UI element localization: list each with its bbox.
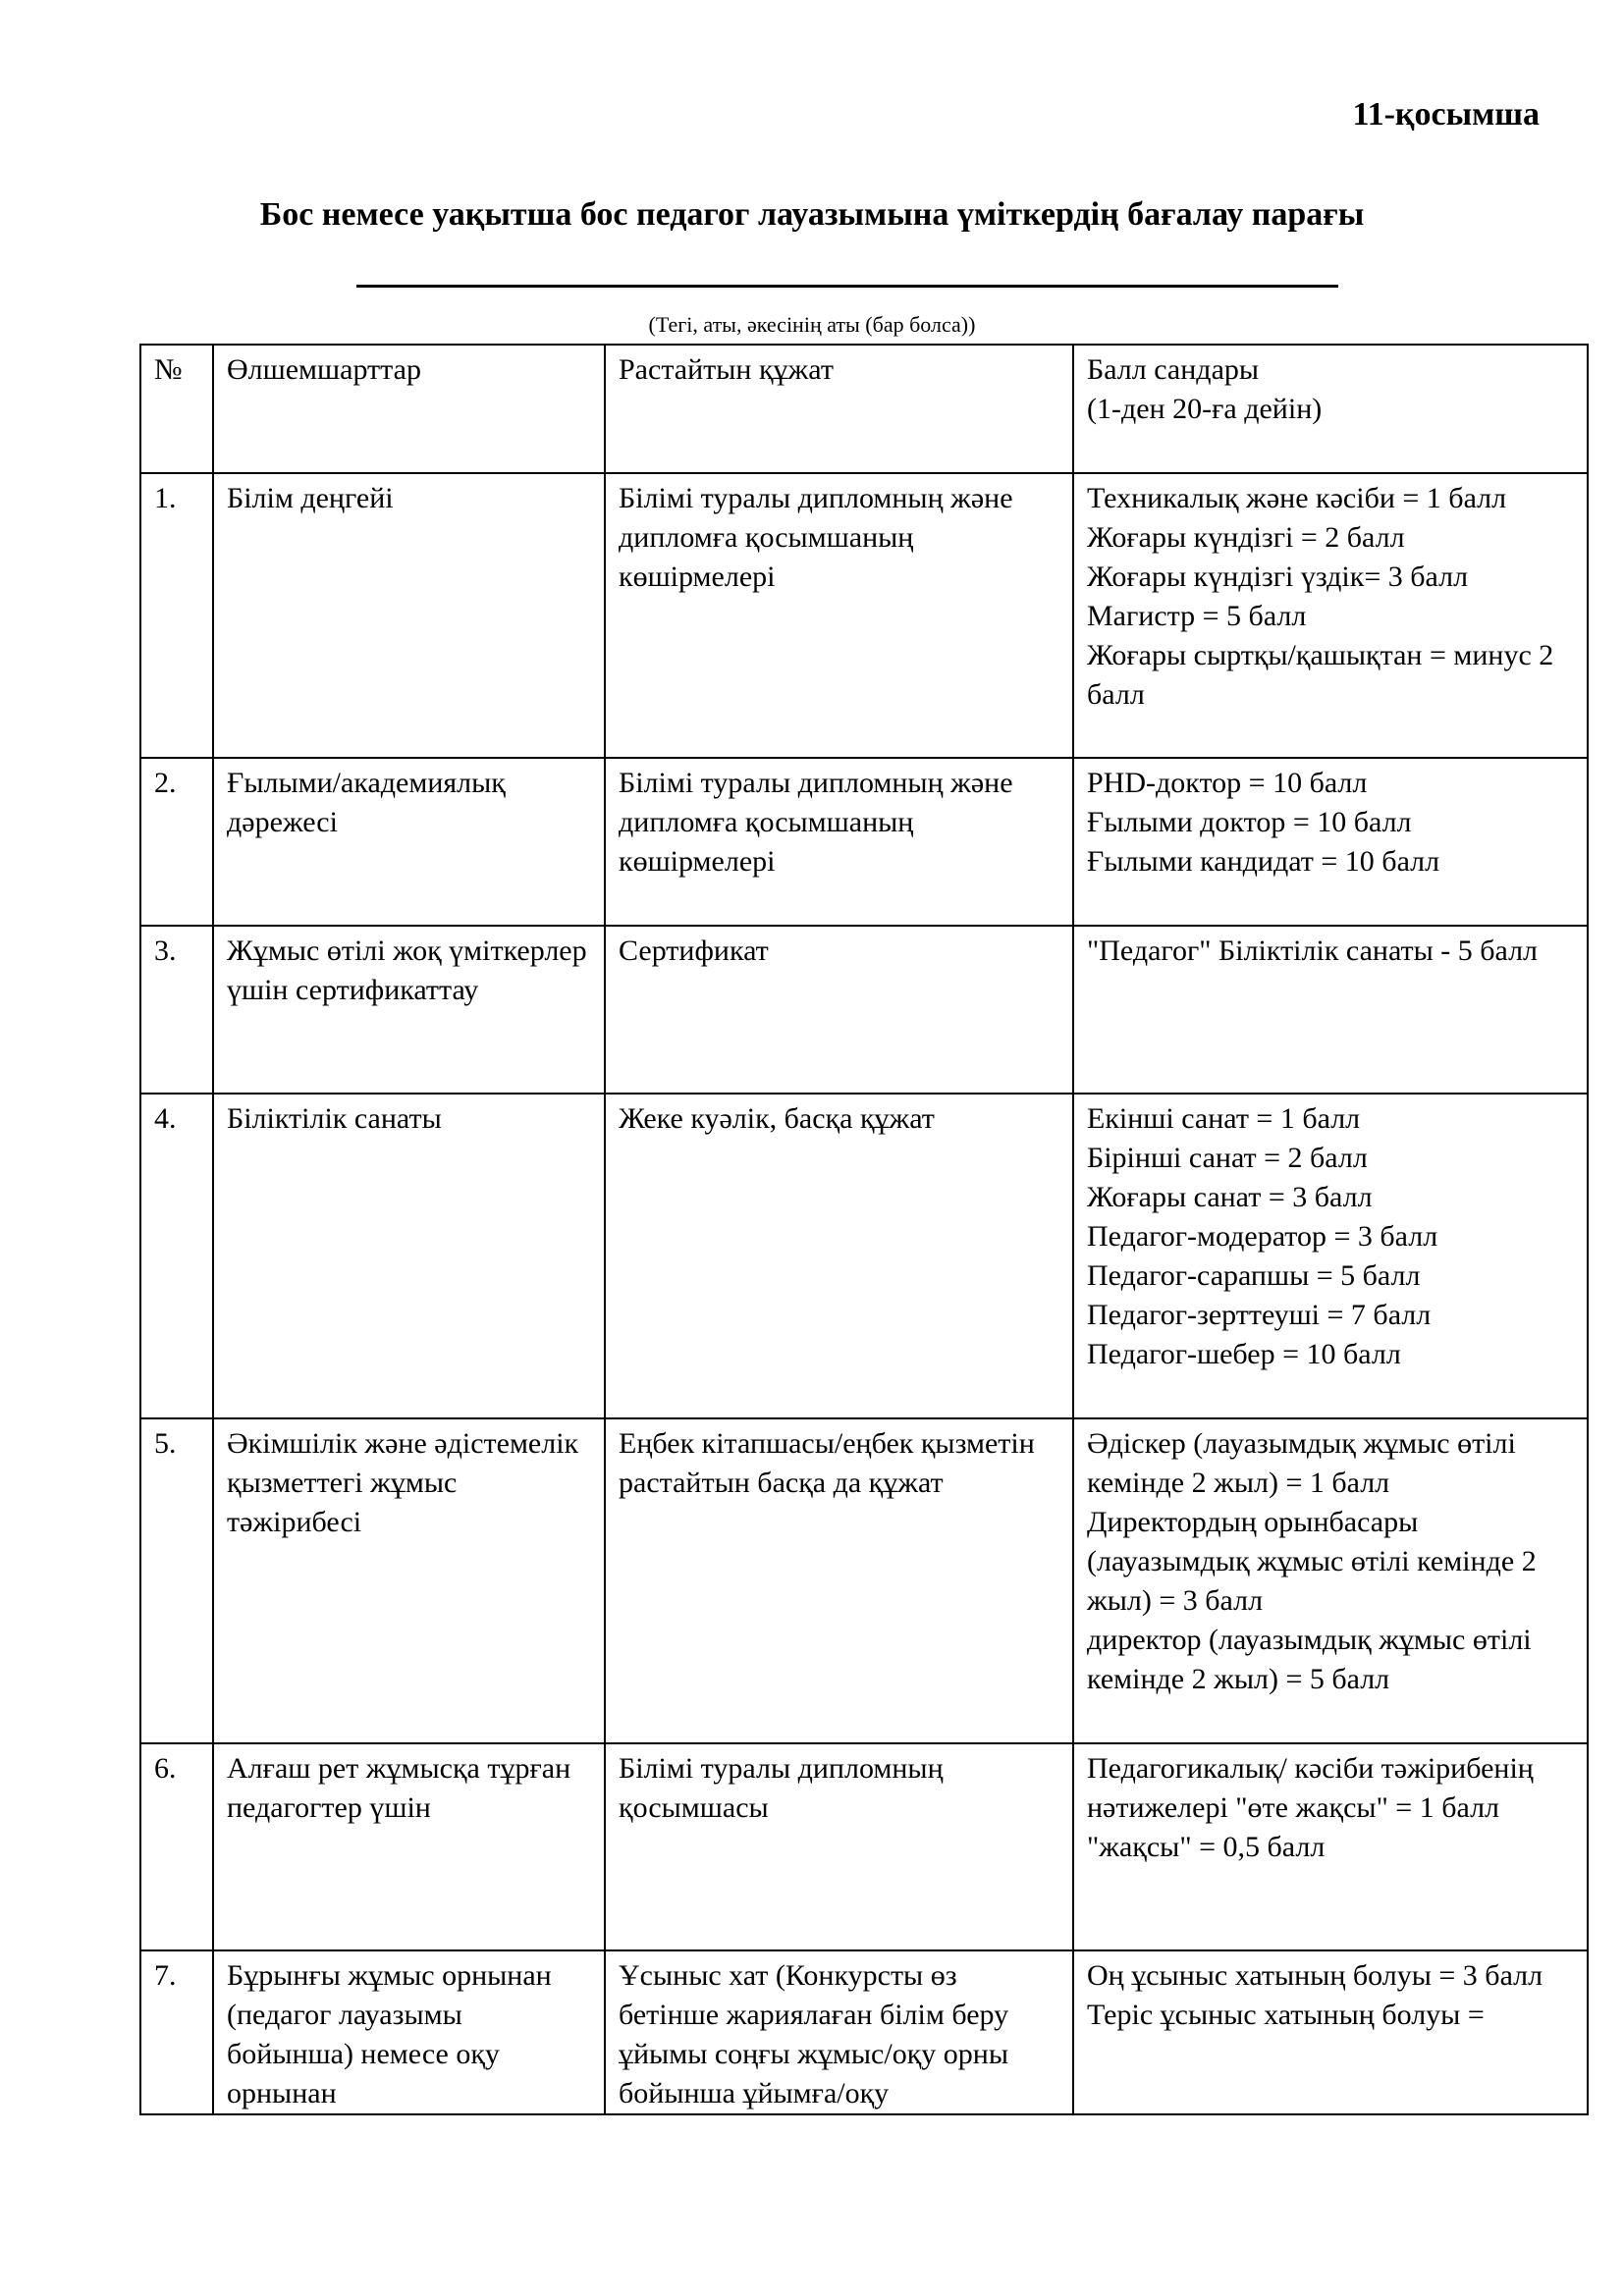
row-no: 7. [140,1950,213,2114]
table-row [140,473,1588,758]
row-criteria: Білім деңгейі [213,473,605,758]
header-criteria: Өлшемшарттар [213,345,605,473]
row-points: Техникалық және кәсіби = 1 балл Жоғары күндізгі = 2 балл Жоғары күндізгі үздік= 3 балл Магистр = 5 балл Жоғары сыртқы/қашықтан = минус 2 балл [1073,473,1588,758]
appendix-label: 11-қосымша [1352,96,1540,133]
table-header-row [140,345,1588,473]
row-no: 3. [140,926,213,1094]
row-points: Педагогикалық/ кәсіби тәжірибенің нәтижелері "өте жақсы" = 1 балл "жақсы" = 0,5 балл [1073,1743,1588,1950]
row-document: Сертификат [605,926,1073,1094]
table-row [140,1950,1588,2114]
row-document: Білімі туралы дипломның және дипломға қосымшаның көшірмелері [605,758,1073,926]
row-criteria: Әкімшілік және әдістемелік қызметтегі жұмыс тәжірибесі [213,1418,605,1743]
row-criteria: Жұмыс өтілі жоқ үміткерлер үшін сертификаттау [213,926,605,1094]
document-title: Бос немесе уақытша бос педагог лауазымына үміткердің бағалау парағы [259,196,1365,233]
table-row [140,1094,1588,1418]
name-fill-line [356,285,1338,288]
table-row [140,926,1588,1094]
row-criteria: Ғылыми/академиялық дәрежесі [213,758,605,926]
row-no: 4. [140,1094,213,1418]
row-criteria: Алғаш рет жұмысқа тұрған педагогтер үшін [213,1743,605,1950]
row-document: Ұсыныс хат (Конкурсты өз бетінше жариялаған білім беру ұйымы соңғы жұмыс/оқу орны бойынша ұйымға/оқу [605,1950,1073,2114]
header-no: № [140,345,213,473]
header-points: Балл сандары (1-ден 20-ға дейін) [1073,345,1588,473]
row-criteria: Бұрынғы жұмыс орнынан (педагог лауазымы бойынша) немесе оқу орнынан [213,1950,605,2114]
table-row [140,758,1588,926]
row-points: PHD-доктор = 10 балл Ғылыми доктор = 10 балл Ғылыми кандидат = 10 балл [1073,758,1588,926]
row-document: Білімі туралы дипломның қосымшасы [605,1743,1073,1950]
row-no: 1. [140,473,213,758]
table-row [140,1418,1588,1743]
row-points: Екінші санат = 1 балл Бірінші санат = 2 балл Жоғары санат = 3 балл Педагог-модератор = 3 балл Педагог-сарапшы = 5 балл Педагог-зерттеуші = 7 балл Педагог-шебер = 10 балл [1073,1094,1588,1418]
table-row [140,1743,1588,1950]
row-points: "Педагог" Біліктілік санаты - 5 балл [1073,926,1588,1094]
row-no: 2. [140,758,213,926]
row-no: 6. [140,1743,213,1950]
row-document: Білімі туралы дипломның және дипломға қосымшаның көшірмелері [605,473,1073,758]
row-document: Еңбек кітапшасы/еңбек қызметін растайтын басқа да құжат [605,1418,1073,1743]
row-criteria: Біліктілік санаты [213,1094,605,1418]
header-document: Растайтын құжат [605,345,1073,473]
row-points: Әдіскер (лауазымдық жұмыс өтілі кемінде 2 жыл) = 1 балл Директордың орынбасары (лауазымдық жұмыс өтілі кемінде 2 жыл) = 3 балл директор (лауазымдық жұмыс өтілі кемінде 2 жыл) = 5 балл [1073,1418,1588,1743]
name-caption: (Тегі, аты, әкесінің аты (бар болса)) [648,312,976,337]
row-document: Жеке куәлік, басқа құжат [605,1094,1073,1418]
row-points: Оң ұсыныс хатының болуы = 3 балл Теріс ұсыныс хатының болуы = [1073,1950,1588,2114]
evaluation-table [139,344,1589,2115]
row-no: 5. [140,1418,213,1743]
